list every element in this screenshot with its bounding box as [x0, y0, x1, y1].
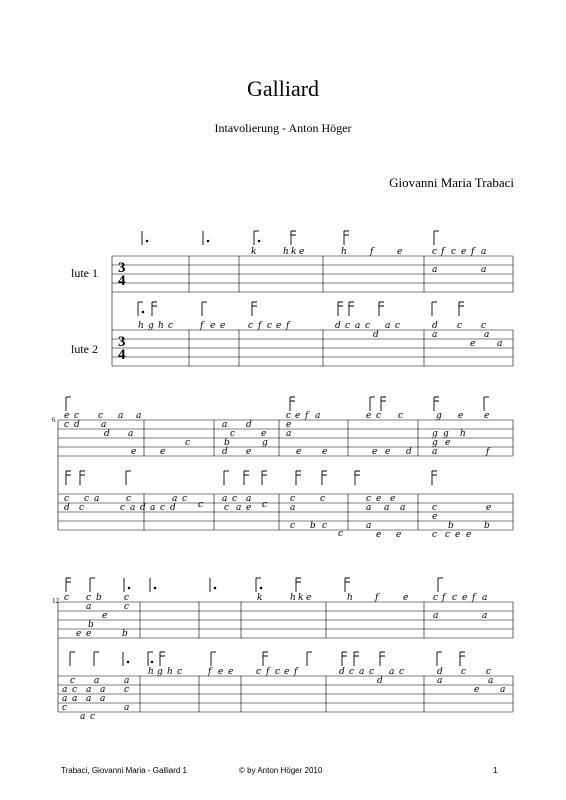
svg-text:b: b: [88, 620, 94, 630]
svg-text:c: c: [248, 321, 254, 331]
svg-text:a: a: [128, 429, 134, 439]
svg-text:c: c: [177, 667, 183, 677]
svg-text:a: a: [432, 330, 438, 340]
svg-text:e: e: [445, 438, 451, 448]
svg-text:d: d: [406, 447, 412, 457]
svg-text:c: c: [168, 321, 174, 331]
svg-text:h: h: [148, 667, 154, 677]
svg-text:e: e: [76, 629, 82, 639]
svg-text:f: f: [472, 593, 476, 603]
svg-text:g: g: [443, 429, 449, 439]
svg-text:d: d: [335, 321, 341, 331]
svg-text:h: h: [138, 321, 144, 331]
svg-text:a: a: [433, 611, 439, 621]
svg-text:c: c: [185, 438, 191, 448]
svg-text:c: c: [365, 321, 371, 331]
svg-text:c: c: [90, 712, 96, 722]
svg-text:c: c: [486, 667, 492, 677]
svg-text:c: c: [64, 593, 70, 603]
svg-text:e: e: [246, 447, 252, 457]
svg-text:e: e: [376, 530, 382, 540]
svg-text:e: e: [64, 411, 70, 421]
svg-text:e: e: [299, 247, 305, 257]
time-signature-bottom-2: 4: [118, 347, 126, 363]
system-3: [58, 602, 513, 712]
footer-source: Trabaci, Giovanni Maria - Galliard 1: [61, 766, 187, 775]
svg-text:f: f: [375, 593, 379, 603]
svg-text:g: g: [436, 411, 442, 421]
svg-text:c: c: [160, 503, 166, 513]
svg-text:f: f: [442, 593, 446, 603]
svg-text:e: e: [397, 247, 403, 257]
svg-text:f: f: [266, 667, 270, 677]
svg-text:e: e: [131, 447, 137, 457]
svg-text:c: c: [349, 667, 355, 677]
svg-text:d: d: [437, 667, 443, 677]
svg-text:a: a: [286, 429, 292, 439]
svg-text:e: e: [261, 429, 267, 439]
svg-text:f: f: [208, 667, 212, 677]
system-1: [112, 256, 513, 366]
svg-text:f: f: [305, 411, 309, 421]
svg-text:c: c: [262, 500, 268, 510]
svg-text:d: d: [74, 420, 80, 430]
svg-text:c: c: [182, 494, 188, 504]
svg-text:c: c: [290, 494, 296, 504]
svg-text:h: h: [158, 321, 164, 331]
svg-text:e: e: [306, 593, 312, 603]
svg-text:e: e: [385, 447, 391, 457]
svg-text:a: a: [172, 494, 178, 504]
svg-text:g: g: [157, 667, 163, 677]
svg-text:e: e: [210, 321, 216, 331]
svg-text:g: g: [432, 429, 438, 439]
svg-text:d: d: [104, 429, 110, 439]
svg-text:a: a: [400, 503, 406, 513]
svg-text:e: e: [276, 321, 282, 331]
svg-text:a: a: [94, 494, 100, 504]
svg-text:a: a: [315, 411, 321, 421]
svg-text:a: a: [437, 676, 443, 686]
svg-text:d: d: [246, 420, 252, 430]
time-signature-top-1: 3: [118, 260, 126, 276]
svg-text:a: a: [359, 667, 365, 677]
svg-text:c: c: [124, 602, 130, 612]
svg-text:c: c: [120, 503, 126, 513]
svg-text:a: a: [366, 521, 372, 531]
svg-text:h: h: [341, 247, 347, 257]
svg-text:g: g: [148, 321, 154, 331]
svg-text:f: f: [471, 247, 475, 257]
svg-text:c: c: [198, 500, 204, 510]
svg-text:a: a: [80, 712, 86, 722]
svg-text:c: c: [230, 429, 236, 439]
svg-text:e: e: [246, 503, 252, 513]
svg-text:h: h: [167, 667, 173, 677]
svg-text:g: g: [262, 438, 268, 448]
svg-text:e: e: [484, 411, 490, 421]
svg-text:d: d: [140, 503, 146, 513]
svg-text:e: e: [390, 494, 396, 504]
svg-text:a: a: [86, 694, 92, 704]
svg-text:c: c: [124, 685, 130, 695]
svg-text:f: f: [486, 447, 490, 457]
arrangement-credit: Intavolierung - Anton Höger: [214, 121, 352, 135]
svg-text:c: c: [369, 667, 375, 677]
svg-text:a: a: [500, 685, 506, 695]
svg-text:c: c: [432, 503, 438, 513]
svg-text:a: a: [432, 265, 438, 275]
rhythm-flags-row1-l1: [142, 231, 439, 245]
svg-text:e: e: [474, 685, 480, 695]
svg-text:c: c: [275, 667, 281, 677]
svg-text:h: h: [460, 429, 466, 439]
svg-text:a: a: [246, 494, 252, 504]
svg-text:c: c: [286, 411, 292, 421]
svg-text:c: c: [433, 593, 439, 603]
svg-text:b: b: [448, 521, 454, 531]
rhythm-flags-row1-l2: [138, 302, 464, 316]
page-number: 1: [493, 766, 498, 775]
svg-text:e: e: [432, 512, 438, 522]
svg-text:c: c: [256, 667, 262, 677]
svg-text:a: a: [290, 503, 296, 513]
svg-text:b: b: [310, 521, 316, 531]
svg-text:f: f: [441, 247, 445, 257]
lute-2-label: lute 2: [71, 342, 98, 356]
tab-letters-row2-l1: [64, 411, 491, 457]
tab-letters-row1-l2: [138, 321, 502, 349]
svg-text:a: a: [100, 694, 106, 704]
svg-text:h: h: [290, 593, 296, 603]
svg-text:e: e: [366, 411, 372, 421]
svg-text:c: c: [366, 494, 372, 504]
tab-letters-row3-l2: [62, 667, 505, 722]
svg-text:e: e: [286, 420, 292, 430]
svg-text:e: e: [466, 530, 472, 540]
svg-text:c: c: [322, 521, 328, 531]
svg-text:a: a: [385, 321, 391, 331]
svg-text:h: h: [347, 593, 353, 603]
svg-text:e: e: [376, 494, 382, 504]
svg-text:e: e: [220, 321, 226, 331]
svg-text:c: c: [290, 521, 296, 531]
svg-text:a: a: [222, 420, 228, 430]
svg-text:c: c: [267, 321, 273, 331]
svg-text:c: c: [432, 530, 438, 540]
svg-text:a: a: [124, 703, 130, 713]
lute-1-label: lute 1: [71, 266, 98, 280]
svg-text:c: c: [338, 529, 344, 539]
svg-text:c: c: [481, 321, 487, 331]
svg-text:a: a: [72, 694, 78, 704]
page-title: Galliard: [246, 76, 320, 101]
rhythm-flags-row3: [66, 578, 468, 666]
svg-text:e: e: [455, 530, 461, 540]
svg-text:c: c: [376, 411, 382, 421]
svg-text:a: a: [366, 503, 372, 513]
svg-text:e: e: [396, 530, 402, 540]
svg-text:e: e: [295, 411, 301, 421]
svg-text:d: d: [339, 667, 345, 677]
svg-text:b: b: [224, 438, 230, 448]
svg-text:k: k: [298, 593, 304, 603]
svg-text:b: b: [122, 629, 128, 639]
svg-text:a: a: [118, 411, 124, 421]
svg-text:c: c: [399, 667, 405, 677]
svg-text:c: c: [345, 321, 351, 331]
svg-text:k: k: [291, 247, 297, 257]
svg-text:d: d: [432, 321, 438, 331]
time-signature-top-2: 3: [118, 334, 126, 350]
svg-text:a: a: [481, 265, 487, 275]
svg-text:e: e: [470, 339, 476, 349]
svg-text:c: c: [445, 530, 451, 540]
svg-text:h: h: [283, 247, 289, 257]
svg-text:c: c: [86, 593, 92, 603]
svg-text:c: c: [461, 667, 467, 677]
svg-text:e: e: [458, 411, 464, 421]
rhythm-flags-row2: [66, 397, 489, 485]
svg-text:e: e: [86, 629, 92, 639]
tab-letters-row1-l1: [251, 247, 486, 275]
svg-text:e: e: [372, 447, 378, 457]
svg-text:b: b: [96, 593, 102, 603]
svg-text:g: g: [432, 438, 438, 448]
svg-text:a: a: [432, 447, 438, 457]
svg-text:e: e: [160, 447, 166, 457]
svg-text:a: a: [62, 694, 68, 704]
svg-text:c: c: [70, 676, 76, 686]
svg-text:c: c: [124, 593, 130, 603]
svg-text:a: a: [62, 685, 68, 695]
svg-text:c: c: [232, 494, 238, 504]
svg-text:f: f: [258, 321, 262, 331]
svg-text:a: a: [130, 503, 136, 513]
svg-text:e: e: [218, 667, 224, 677]
svg-text:c: c: [451, 247, 457, 257]
svg-text:c: c: [64, 494, 70, 504]
svg-text:a: a: [222, 494, 228, 504]
composer-name: Giovanni Maria Trabaci: [389, 175, 514, 190]
svg-text:a: a: [497, 339, 503, 349]
svg-text:e: e: [322, 447, 328, 457]
svg-text:c: c: [74, 411, 80, 421]
svg-text:k: k: [257, 593, 263, 603]
svg-text:f: f: [200, 321, 204, 331]
svg-text:d: d: [170, 503, 176, 513]
svg-text:c: c: [79, 503, 85, 513]
svg-text:c: c: [98, 411, 104, 421]
svg-text:c: c: [224, 503, 230, 513]
svg-text:e: e: [102, 611, 108, 621]
svg-text:a: a: [86, 602, 92, 612]
svg-text:a: a: [355, 321, 361, 331]
bar-number-12: 12: [52, 597, 59, 605]
bar-number-6: 6: [52, 416, 56, 424]
svg-text:a: a: [236, 503, 242, 513]
svg-text:a: a: [484, 330, 490, 340]
svg-text:a: a: [86, 685, 92, 695]
time-signature-bottom-1: 4: [118, 273, 126, 289]
tab-letters-row2-l2: [64, 494, 491, 540]
footer-copyright: © by Anton Höger 2010: [239, 766, 323, 775]
svg-text:c: c: [432, 247, 438, 257]
svg-text:c: c: [62, 703, 68, 713]
svg-text:c: c: [398, 411, 404, 421]
svg-text:f: f: [370, 247, 374, 257]
svg-text:c: c: [320, 494, 326, 504]
svg-text:a: a: [482, 611, 488, 621]
svg-text:e: e: [462, 593, 468, 603]
svg-text:c: c: [84, 494, 90, 504]
svg-text:c: c: [395, 321, 401, 331]
svg-text:e: e: [486, 503, 492, 513]
svg-text:e: e: [403, 593, 409, 603]
svg-text:a: a: [94, 676, 100, 686]
svg-text:b: b: [484, 521, 490, 531]
svg-text:c: c: [457, 321, 463, 331]
svg-text:c: c: [452, 593, 458, 603]
svg-text:a: a: [481, 247, 487, 257]
svg-text:a: a: [482, 593, 488, 603]
svg-text:d: d: [377, 676, 383, 686]
svg-text:a: a: [101, 420, 107, 430]
svg-text:k: k: [251, 247, 257, 257]
svg-text:d: d: [222, 447, 228, 457]
svg-text:c: c: [64, 420, 70, 430]
svg-text:f: f: [294, 667, 298, 677]
svg-text:a: a: [150, 503, 156, 513]
svg-text:a: a: [384, 503, 390, 513]
svg-text:e: e: [228, 667, 234, 677]
svg-text:c: c: [126, 494, 132, 504]
svg-text:a: a: [389, 667, 395, 677]
svg-text:e: e: [296, 447, 302, 457]
svg-text:d: d: [373, 330, 379, 340]
svg-text:a: a: [136, 411, 142, 421]
svg-text:a: a: [488, 676, 494, 686]
svg-text:a: a: [100, 685, 106, 695]
svg-text:f: f: [286, 321, 290, 331]
svg-text:c: c: [72, 685, 78, 695]
svg-text:e: e: [461, 247, 467, 257]
svg-text:e: e: [284, 667, 290, 677]
svg-text:d: d: [64, 503, 70, 513]
svg-text:a: a: [124, 676, 130, 686]
